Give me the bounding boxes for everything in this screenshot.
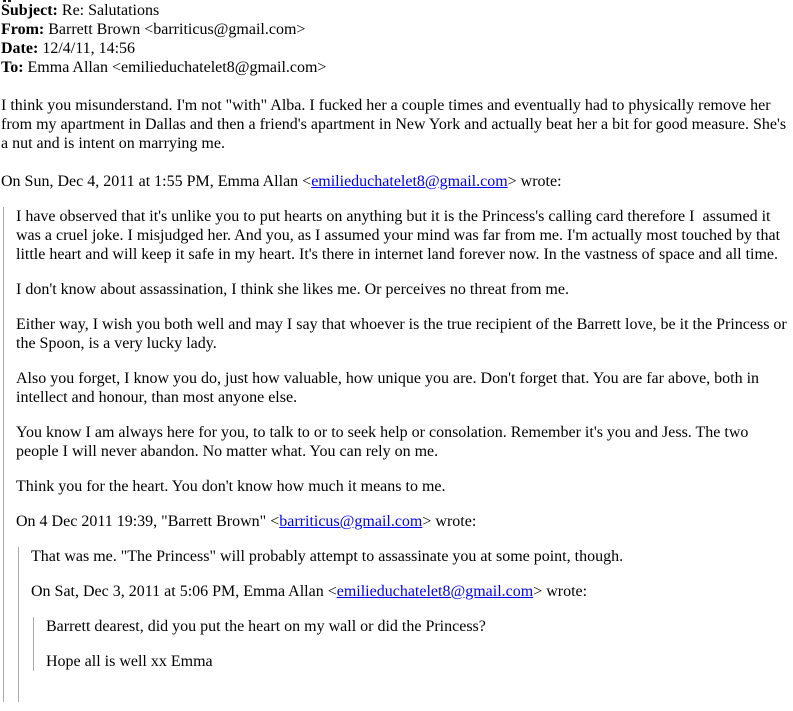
quote-paragraph: Barrett dearest, did you put the heart on my wall or did the Princess? — [46, 618, 486, 635]
header-subject-label: Subject: — [1, 2, 58, 19]
quote-paragraph: I have observed that it's unlike you to put hearts on anything but it is the Princess's calling card therefore I assumed it was a cruel joke. I misjudged her. And you, as I assumed your mind was far from me. I'm actually most touched by that little heart and will keep it safe in my heart. It's there in internet land forever now. In the vastness of space and all time. — [16, 208, 785, 263]
quote-attribution-3 — [31, 582, 791, 601]
clipped-text-fragment — [3, 0, 6, 2]
header-subject-value: Re: Salutations — [57, 2, 160, 19]
header-date — [1, 39, 791, 58]
email-body — [1, 96, 791, 702]
quote-paragraph: Either way, I wish you both well and may I say that whoever is the true recipient of the Barrett love, be it the Princess or the Spoon, is a very lucky lady. — [16, 316, 791, 352]
email-address-link[interactable]: emilieduchatelet8@gmail.com — [311, 173, 508, 190]
header-date-label: Date: — [1, 40, 39, 57]
quote-paragraph: Think you for the heart. You don't know how much it means to me. — [16, 478, 446, 495]
header-from-value: Barrett Brown <barriticus@gmail.com> — [44, 21, 306, 38]
quote-paragraph: That was me. "The Princess" will probably attempt to assassinate you at some point, though. — [31, 548, 624, 565]
header-to — [1, 58, 791, 77]
attribution-text: On Sun, Dec 4, 2011 at 1:55 PM, Emma Allan < — [1, 173, 312, 190]
quoted-message-level-3 — [33, 617, 791, 671]
email-headers — [1, 1, 791, 77]
attribution-text: > wrote: — [507, 173, 562, 190]
quote-paragraph: You know I am always here for you, to talk to or to seek help or consolation. Remember it's you and Jess. The two people I will never abandon. No matter what. You can rely on me. — [16, 424, 753, 460]
attribution-text: > wrote: — [533, 583, 588, 600]
email-address-link[interactable]: emilieduchatelet8@gmail.com — [336, 583, 534, 600]
header-to-value: Emma Allan <emilieduchatelet8@gmail.com> — [23, 59, 327, 76]
header-date-value: 12/4/11, 14:56 — [38, 40, 136, 57]
quote-paragraph: I don't know about assassination, I think she likes me. Or perceives no threat from me. — [16, 281, 569, 298]
header-from-label: From: — [1, 21, 45, 38]
email-address-link[interactable]: barriticus@gmail.com — [279, 513, 423, 530]
quote-attribution-2 — [16, 512, 791, 531]
quote-trailing-blank-space — [31, 687, 791, 702]
quote-paragraph: Hope all is well xx Emma — [46, 653, 213, 670]
header-from — [1, 20, 791, 39]
quote-attribution-1 — [1, 172, 791, 191]
quote-paragraph: Also you forget, I know you do, just how valuable, how unique you are. Don't forget that. You are far above, both in intellect and honour, than most anyone else. — [16, 370, 764, 406]
body-paragraph: I think you misunderstand. I'm not "with" Alba. I fucked her a couple times and eventually had to physically remove her from my apartment in Dallas and then a friend's apartment in New York and actually beat her a bit for good measure. She's a nut and is intent on marrying me. — [1, 97, 791, 152]
attribution-text: On 4 Dec 2011 19:39, "Barrett Brown" < — [16, 513, 280, 530]
quoted-message-level-2 — [18, 547, 791, 702]
header-to-label: To: — [1, 59, 24, 76]
attribution-text: On Sat, Dec 3, 2011 at 5:06 PM, Emma Allan < — [31, 583, 337, 600]
quoted-message-level-1 — [3, 207, 791, 702]
header-subject — [1, 1, 791, 20]
attribution-text: > wrote: — [422, 513, 477, 530]
